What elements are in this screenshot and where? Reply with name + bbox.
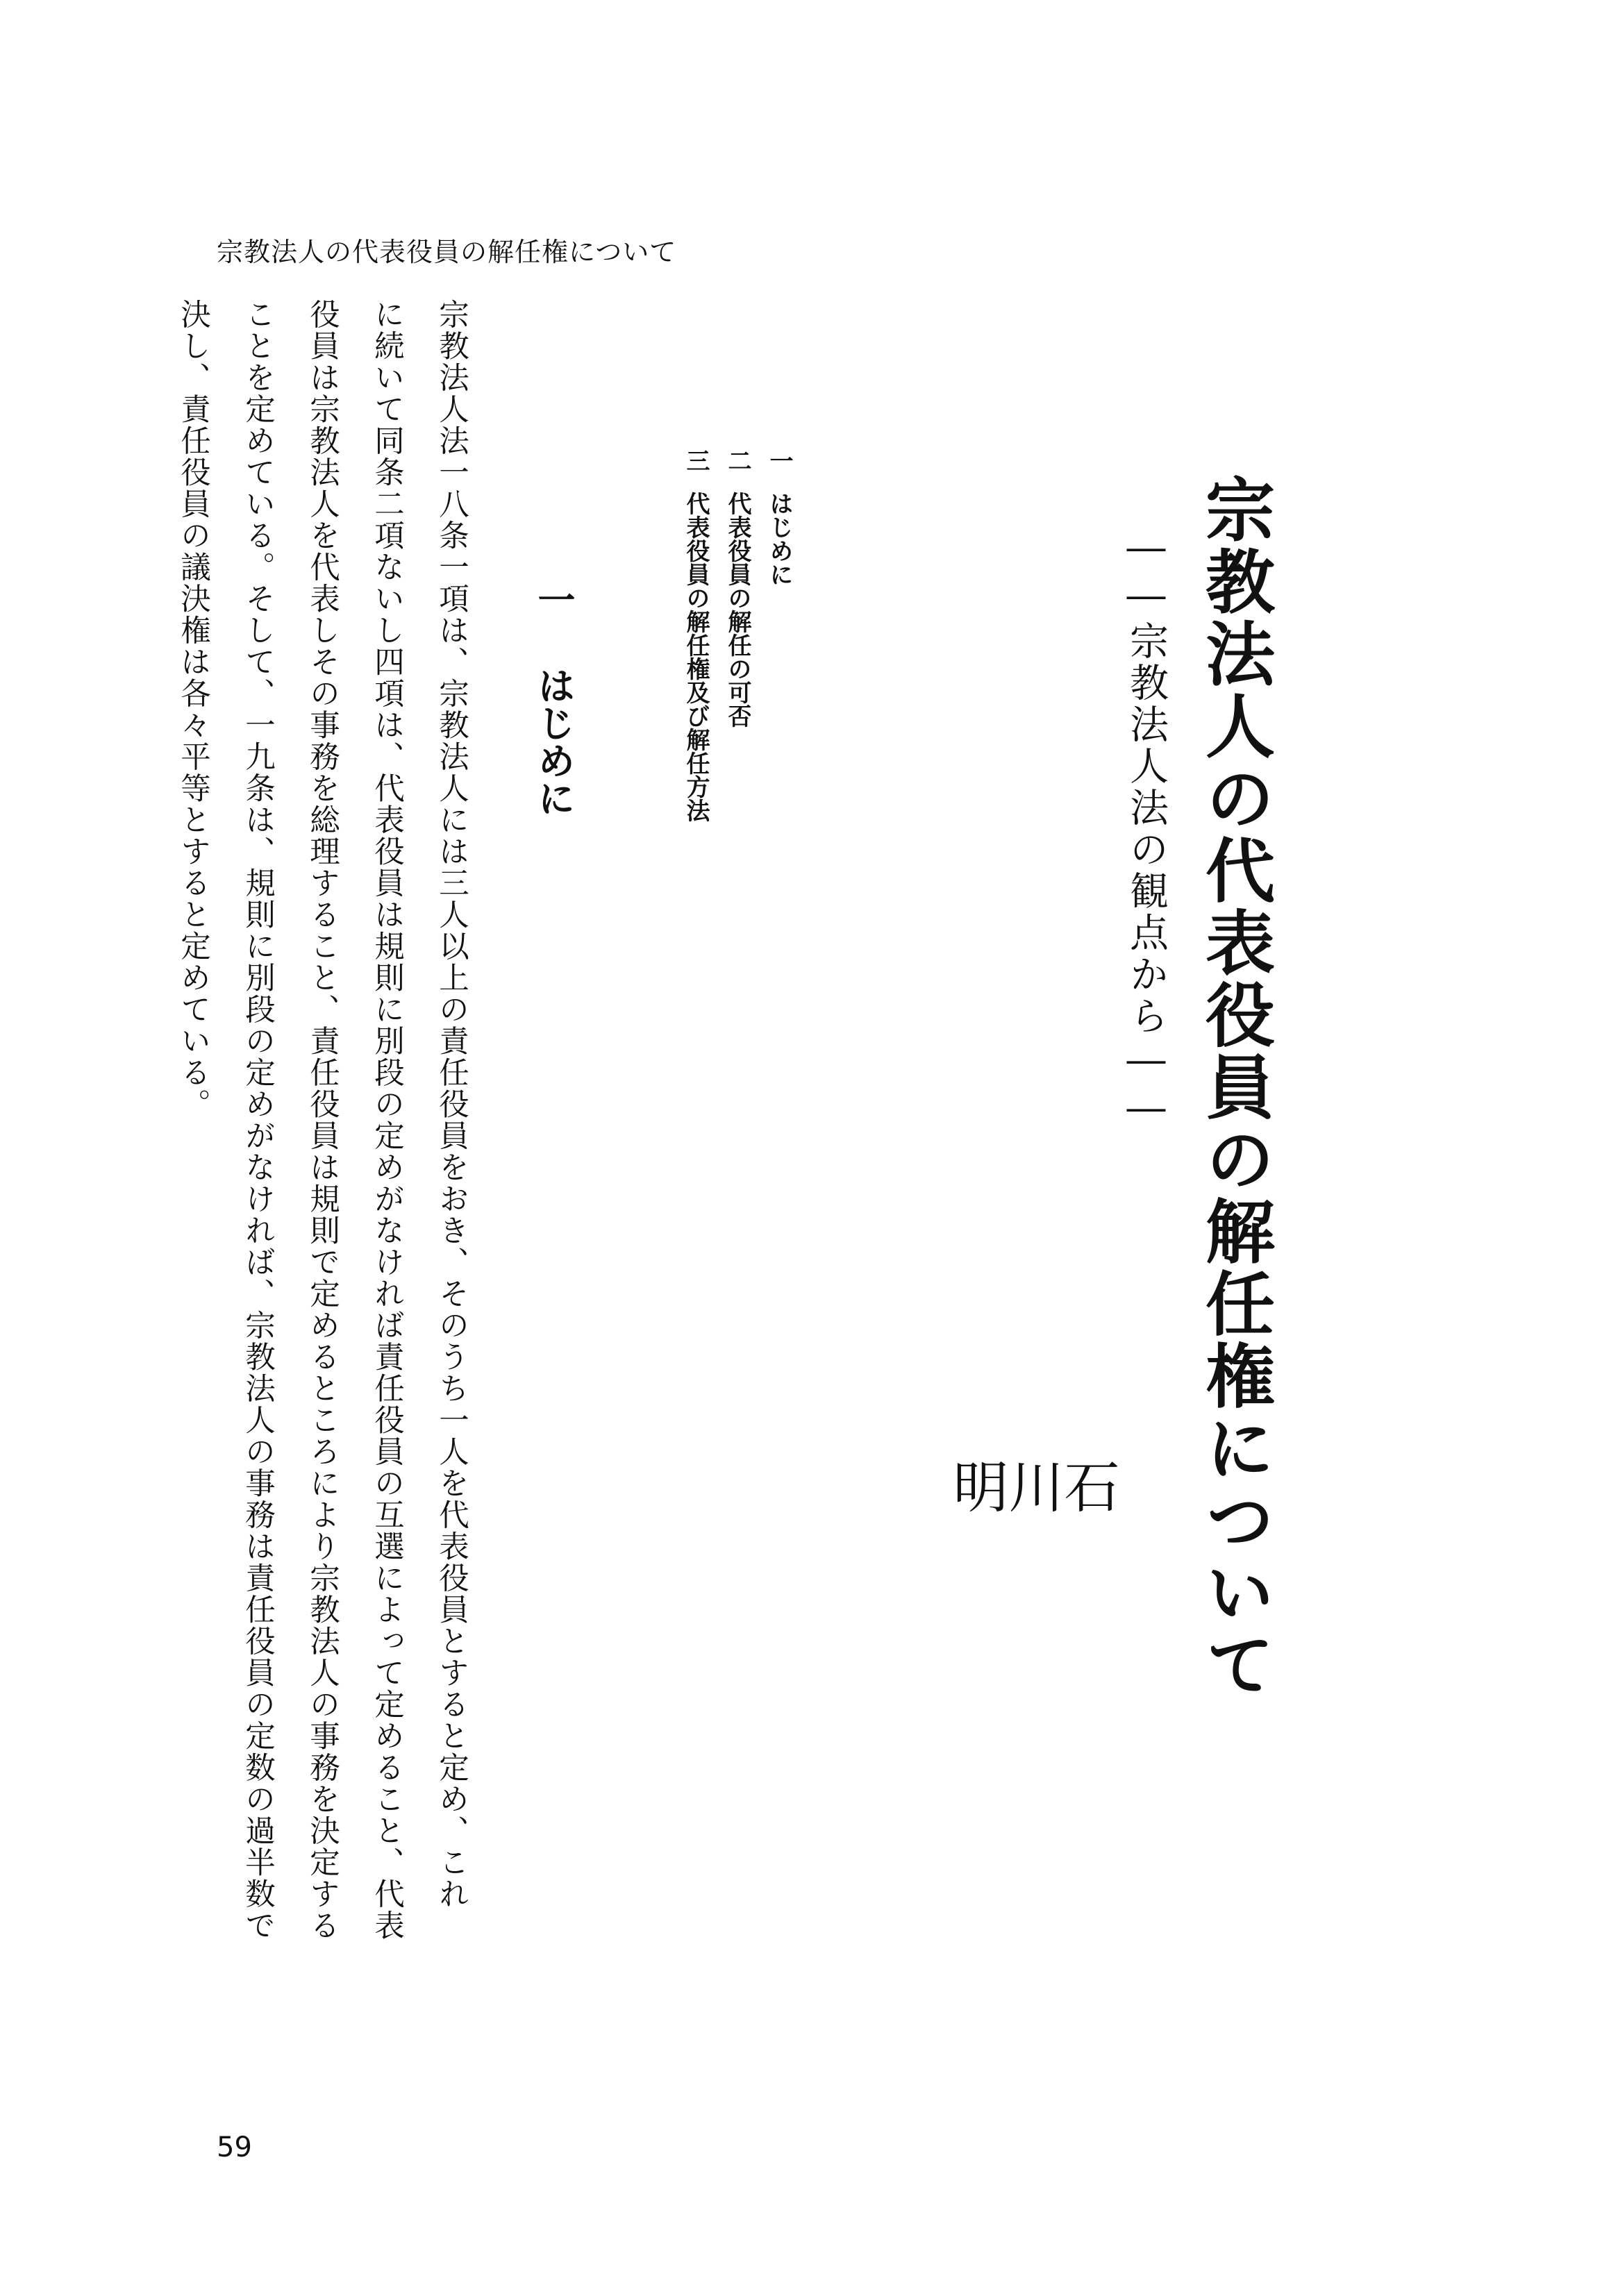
toc-item-number: 一 <box>765 449 793 472</box>
toc-item <box>758 449 800 976</box>
body-text-column: 宗教法人法一八条一項は、宗教法人には三人以上の責任役員をおき、そのうち一人を代表役員とすると定め、これ <box>434 299 469 1910</box>
body-text-column: 役員は宗教法人を代表しその事務を総理すること、責任役員は規則で定めるところにより宗教法人の事務を決定する <box>305 299 340 1941</box>
section-label: はじめに <box>532 667 576 816</box>
table-of-contents <box>675 449 800 976</box>
toc-item-label: 代表役員の解任の可否 <box>724 492 751 728</box>
article-subtitle: ――宗教法人法の観点から―― <box>1124 525 1169 1133</box>
author-char: 川 <box>999 1458 1064 1514</box>
toc-item-number: 三 <box>682 449 710 472</box>
body-text-column: ことを定めている。そして、一九条は、規則に別段の定めがなければ、宗教法人の事務は責任役員の定数の過半数で <box>240 299 275 1941</box>
page-number: 59 <box>217 2131 252 2163</box>
toc-item <box>717 449 758 976</box>
toc-item-label: 代表役員の解任権及び解任方法 <box>682 492 710 822</box>
body-text <box>176 299 483 2104</box>
section-heading <box>532 580 576 816</box>
toc-item-label: はじめに <box>765 492 793 586</box>
author-name <box>944 1458 1119 2013</box>
body-text-column: に続いて同条二項ないし四項は、代表役員は規則に別段の定めがなければ責任役員の互選によって定めること、代表 <box>369 299 404 1941</box>
toc-item <box>675 449 717 976</box>
author-char: 石 <box>1055 1458 1119 1514</box>
section-number: 一 <box>532 580 576 618</box>
body-text-column: 決し、責任役員の議決権は各々平等とすると定めている。 <box>176 299 210 1120</box>
author-char: 明 <box>944 1458 1008 1514</box>
article-title: 宗教法人の代表役員の解任権について <box>1194 474 1276 1701</box>
toc-item-number: 二 <box>724 449 751 472</box>
running-head: 宗教法人の代表役員の解任権について <box>217 237 677 267</box>
